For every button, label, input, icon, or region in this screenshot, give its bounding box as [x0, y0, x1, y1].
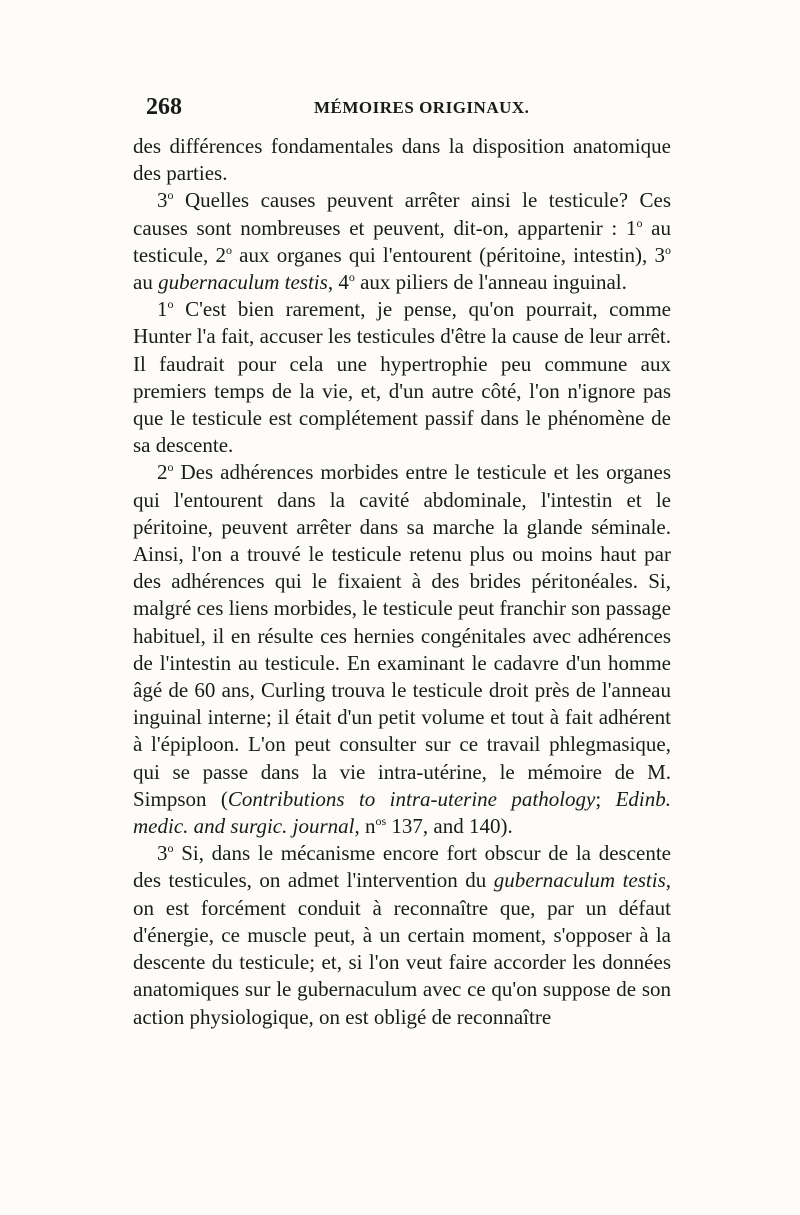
italic-text: Edinb. medic. and surgic. journal	[133, 786, 671, 839]
superscript: o	[167, 297, 174, 312]
paragraph	[133, 133, 671, 187]
italic-text: gubernaculum testis	[493, 868, 666, 893]
page-header	[146, 94, 662, 126]
text-run: 1	[157, 297, 168, 322]
superscript: o	[636, 215, 643, 230]
text-run: Si, dans le mécanisme encore fort obscur de la descente des testicules, on admet l'intervention du	[133, 841, 671, 893]
paragraph	[133, 840, 671, 1030]
text-run: au testicule, 2	[133, 215, 672, 267]
text-run: 3	[157, 841, 168, 866]
italic-text: gubernaculum testis	[158, 270, 328, 295]
superscript: o	[167, 841, 174, 856]
text-run: au	[133, 270, 159, 295]
text-run: Des adhérences morbides entre le testicule et les organes qui l'entourent dans la cavité abdominale, l'intestin et le péritoine, peuvent arrêter dans sa marche la glande séminale. Ainsi, l'on a trouvé le testicule retenu plus ou moins haut par des adhérences qui le fixaient à des brides péritonéales. Si, malgré ces liens morbides, le testicule peut franchir son passage habituel, il en résulte ces hernies congénitales avec adhérences de l'intestin au testicule. En examinant le cadavre d'un homme âgé de 60 ans, Curling trouva le testicule droit près de l'anneau inguinal interne; il était d'un petit volume et tout à fait adhérent à l'épiploon. L'on peut consulter sur ce travail phlegmasique, qui se passe dans la vie intra-utérine, le mémoire de M. Simpson (	[133, 460, 671, 811]
superscript: o	[167, 460, 174, 475]
text-run: , n	[354, 814, 376, 839]
text-run: ;	[595, 786, 616, 811]
paragraph	[133, 187, 671, 296]
text-run: aux organes qui l'entourent (péritoine, intestin), 3	[231, 242, 665, 267]
text-run: , 4	[327, 270, 349, 295]
superscript: o	[167, 188, 174, 203]
text-run: 2	[157, 460, 168, 485]
text-run: des différences fondamentales dans la disposition anatomique des parties.	[133, 134, 671, 186]
text-run: 137, and 140).	[386, 814, 513, 839]
superscript: o	[348, 270, 355, 285]
text-run: Quelles causes peuvent arrêter ainsi le testicule? Ces causes sont nombreuses et peuvent, dit-on, appartenir : 1	[133, 188, 671, 240]
superscript: o	[665, 242, 671, 257]
page-number: 268	[146, 94, 182, 120]
body-text	[133, 133, 671, 1031]
superscript: o	[225, 242, 232, 257]
text-run: C'est bien rarement, je pense, qu'on pourrait, comme Hunter l'a fait, accuser les testicules d'être la cause de leur arrêt. Il faudrait pour cela une hypertrophie peu commune aux premiers temps de la vie, et, d'un autre côté, l'on n'ignore pas que le testicule est complétement passif dans le phénomène de sa descente.	[133, 297, 671, 458]
text-run: aux piliers de l'anneau inguinal.	[354, 270, 627, 295]
superscript: os	[375, 814, 387, 829]
text-run: 3	[157, 188, 168, 213]
running-head: MÉMOIRES ORIGINAUX.	[314, 98, 530, 117]
italic-text: Contributions to intra-uterine pathology	[227, 786, 596, 811]
paragraph	[133, 459, 671, 840]
paragraph	[133, 296, 671, 459]
text-run: , on est forcément conduit à reconnaître que, par un défaut d'énergie, ce muscle peut, à un certain moment, s'opposer à la descente du testicule; et, si l'on veut faire accorder les données anatomiques sur le gubernaculum avec ce qu'on suppose de son action physiologique, on est obligé de reconnaître	[133, 868, 671, 1029]
